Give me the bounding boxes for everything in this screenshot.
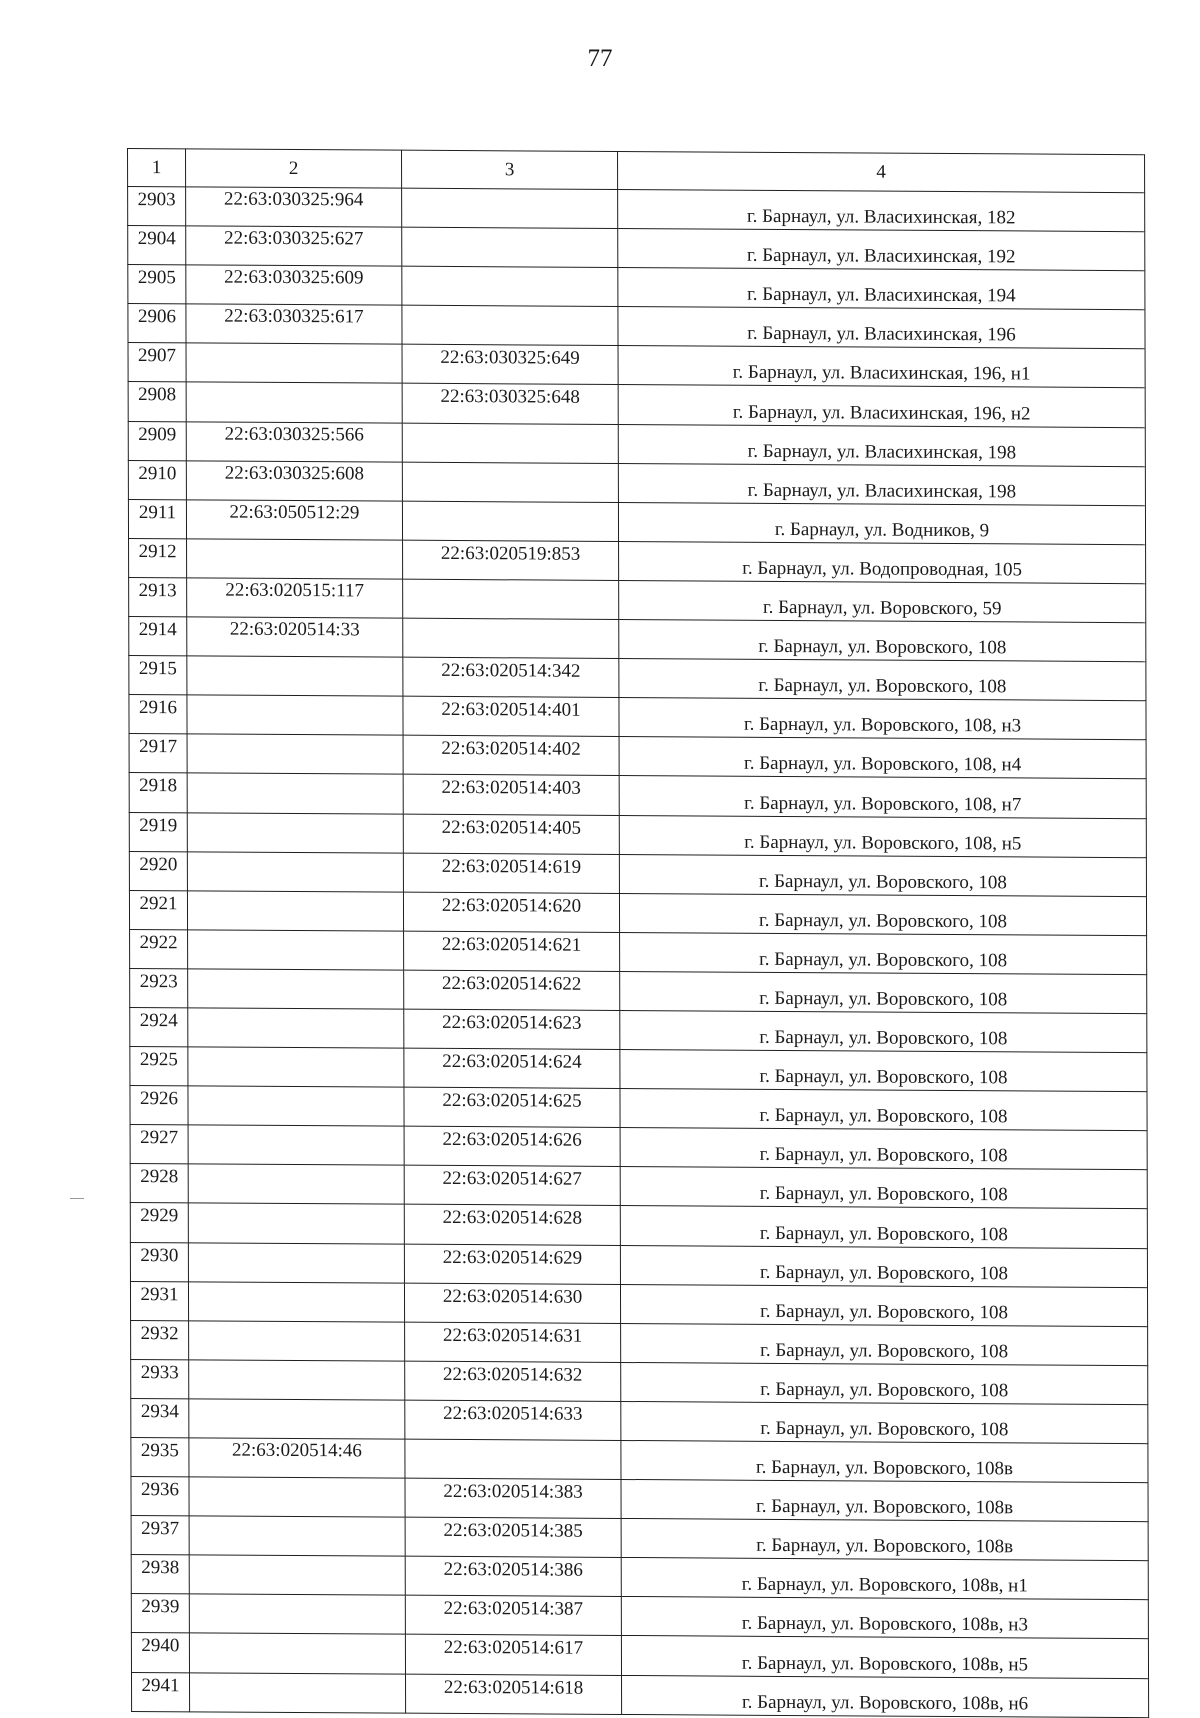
- address-cell: г. Барнаул, ул. Водников, 9: [618, 502, 1145, 544]
- building-cadastral-number-cell: 22:63:020514:342: [403, 657, 619, 697]
- table-row: [130, 1007, 1147, 1052]
- address-cell: г. Барнаул, ул. Власихинская, 194: [618, 268, 1145, 310]
- address-cell: г. Барнаул, ул. Воровского, 108: [619, 893, 1146, 935]
- address-cell: г. Барнаул, ул. Воровского, 59: [619, 580, 1146, 622]
- row-number-cell: 2938: [131, 1555, 189, 1594]
- building-cadastral-number-cell: 22:63:020514:625: [404, 1087, 620, 1127]
- row-number-cell: 2908: [128, 382, 186, 421]
- table-header-row: [128, 149, 1145, 193]
- address-cell: г. Барнаул, ул. Власихинская, 182: [618, 189, 1145, 231]
- row-number-cell: 2907: [128, 343, 186, 382]
- row-number-cell: 2916: [129, 695, 187, 734]
- land-cadastral-number-cell: [189, 1360, 405, 1400]
- row-number-cell: 2917: [129, 734, 187, 773]
- building-cadastral-number-cell: [402, 305, 618, 345]
- land-cadastral-number-cell: 22:63:050512:29: [186, 500, 402, 540]
- address-cell: г. Барнаул, ул. Воровского, 108в: [621, 1519, 1148, 1561]
- margin-mark: [70, 1198, 84, 1199]
- row-number-cell: 2920: [129, 851, 187, 890]
- land-cadastral-number-cell: [188, 1125, 404, 1165]
- address-cell: г. Барнаул, ул. Воровского, 108: [619, 659, 1146, 701]
- table-row: [130, 1164, 1147, 1209]
- address-cell: г. Барнаул, ул. Воровского, 108: [619, 854, 1146, 896]
- row-number-cell: 2918: [129, 773, 187, 812]
- address-cell: г. Барнаул, ул. Воровского, 108, н3: [619, 698, 1146, 740]
- row-number-cell: 2903: [128, 187, 186, 226]
- table-row: [128, 382, 1145, 427]
- address-cell: г. Барнаул, ул. Власихинская, 192: [618, 229, 1145, 271]
- table-row: [129, 734, 1146, 779]
- address-cell: г. Барнаул, ул. Власихинская, 196: [618, 307, 1145, 349]
- row-number-cell: 2932: [131, 1320, 189, 1359]
- land-cadastral-number-cell: [188, 1242, 404, 1282]
- land-cadastral-number-cell: [189, 1672, 405, 1712]
- building-cadastral-number-cell: 22:63:020514:631: [405, 1322, 621, 1362]
- row-number-cell: 2912: [129, 538, 187, 577]
- table-row: [131, 1633, 1148, 1678]
- row-number-cell: 2919: [129, 812, 187, 851]
- row-number-cell: 2937: [131, 1516, 189, 1555]
- table-row: [131, 1516, 1148, 1561]
- address-cell: г. Барнаул, ул. Воровского, 108, н5: [619, 815, 1146, 857]
- table-row: [128, 304, 1145, 349]
- row-number-cell: 2910: [128, 460, 186, 499]
- land-cadastral-number-cell: 22:63:020515:117: [187, 578, 403, 618]
- building-cadastral-number-cell: 22:63:020514:626: [404, 1126, 620, 1166]
- row-number-cell: 2928: [130, 1164, 188, 1203]
- building-cadastral-number-cell: 22:63:020514:620: [403, 892, 619, 932]
- address-cell: г. Барнаул, ул. Власихинская, 196, н2: [618, 385, 1145, 427]
- address-cell: г. Барнаул, ул. Воровского, 108: [621, 1401, 1148, 1443]
- address-cell: г. Барнаул, ул. Воровского, 108: [619, 620, 1146, 662]
- building-cadastral-number-cell: 22:63:020514:628: [404, 1205, 620, 1245]
- building-cadastral-number-cell: [402, 266, 618, 306]
- table-row: [130, 1086, 1147, 1131]
- row-number-cell: 2933: [131, 1359, 189, 1398]
- table-row: [128, 499, 1145, 544]
- row-number-cell: 2924: [130, 1007, 188, 1046]
- column-header-2: 2: [186, 149, 402, 188]
- building-cadastral-number-cell: [405, 1439, 621, 1479]
- row-number-cell: 2923: [130, 968, 188, 1007]
- building-cadastral-number-cell: 22:63:020514:386: [405, 1556, 621, 1596]
- table-row: [131, 1359, 1148, 1404]
- building-cadastral-number-cell: 22:63:020514:624: [404, 1048, 620, 1088]
- table-row: [130, 1242, 1147, 1287]
- page-number: 77: [587, 45, 613, 72]
- land-cadastral-number-cell: [186, 343, 402, 383]
- land-cadastral-number-cell: [187, 851, 403, 891]
- building-cadastral-number-cell: 22:63:020514:617: [405, 1635, 621, 1675]
- building-cadastral-number-cell: 22:63:030325:649: [402, 345, 618, 385]
- column-header-1: 1: [128, 149, 186, 187]
- address-cell: г. Барнаул, ул. Воровского, 108в: [621, 1440, 1148, 1482]
- table-row: [129, 656, 1146, 701]
- land-cadastral-number-cell: [187, 812, 403, 852]
- address-cell: г. Барнаул, ул. Воровского, 108, н4: [619, 737, 1146, 779]
- building-cadastral-number-cell: [402, 188, 618, 228]
- row-number-cell: 2926: [130, 1086, 188, 1125]
- table-row: [128, 343, 1145, 388]
- land-cadastral-number-cell: [188, 1203, 404, 1243]
- table-row: [129, 538, 1146, 583]
- column-header-3: 3: [402, 150, 618, 189]
- building-cadastral-number-cell: 22:63:020514:629: [404, 1244, 620, 1284]
- building-cadastral-number-cell: [402, 227, 618, 267]
- row-number-cell: 2921: [129, 890, 187, 929]
- address-cell: г. Барнаул, ул. Воровского, 108: [620, 1284, 1147, 1326]
- row-number-cell: 2931: [130, 1281, 188, 1320]
- table-row: [130, 1203, 1147, 1248]
- land-cadastral-number-cell: [187, 773, 403, 813]
- address-cell: г. Барнаул, ул. Воровского, 108: [620, 1010, 1147, 1052]
- row-number-cell: 2914: [129, 617, 187, 656]
- building-cadastral-number-cell: 22:63:020514:402: [403, 735, 619, 775]
- property-table: [127, 148, 1149, 1718]
- table-header: [128, 149, 1145, 193]
- land-cadastral-number-cell: 22:63:030325:609: [186, 265, 402, 305]
- building-cadastral-number-cell: 22:63:020514:385: [405, 1517, 621, 1557]
- row-number-cell: 2911: [128, 499, 186, 538]
- building-cadastral-number-cell: 22:63:020514:622: [404, 970, 620, 1010]
- address-cell: г. Барнаул, ул. Воровского, 108: [620, 1128, 1147, 1170]
- table-row: [129, 577, 1146, 622]
- table-row: [130, 929, 1147, 974]
- building-cadastral-number-cell: 22:63:020514:632: [405, 1361, 621, 1401]
- address-cell: г. Барнаул, ул. Воровского, 108: [620, 1167, 1147, 1209]
- address-cell: г. Барнаул, ул. Воровского, 108: [620, 1245, 1147, 1287]
- row-number-cell: 2935: [131, 1437, 189, 1476]
- land-cadastral-number-cell: 22:63:030325:964: [186, 187, 402, 227]
- table-row: [129, 773, 1146, 818]
- row-number-cell: 2925: [130, 1047, 188, 1086]
- building-cadastral-number-cell: 22:63:020514:633: [405, 1400, 621, 1440]
- building-cadastral-number-cell: 22:63:020514:630: [404, 1283, 620, 1323]
- address-cell: г. Барнаул, ул. Власихинская, 196, н1: [618, 346, 1145, 388]
- row-number-cell: 2909: [128, 421, 186, 460]
- address-cell: г. Барнаул, ул. Воровского, 108в, н1: [621, 1558, 1148, 1600]
- address-cell: г. Барнаул, ул. Воровского, 108: [620, 1050, 1147, 1092]
- table-body: [128, 187, 1149, 1718]
- building-cadastral-number-cell: [402, 423, 618, 463]
- land-cadastral-number-cell: [189, 1633, 405, 1673]
- address-cell: г. Барнаул, ул. Власихинская, 198: [618, 424, 1145, 466]
- row-number-cell: 2922: [130, 929, 188, 968]
- land-cadastral-number-cell: [188, 1047, 404, 1087]
- table-row: [131, 1437, 1148, 1482]
- table-row: [131, 1672, 1148, 1717]
- building-cadastral-number-cell: [403, 579, 619, 619]
- land-cadastral-number-cell: [189, 1477, 405, 1517]
- land-cadastral-number-cell: [187, 891, 403, 931]
- building-cadastral-number-cell: [402, 501, 618, 541]
- row-number-cell: 2934: [131, 1398, 189, 1437]
- row-number-cell: 2905: [128, 265, 186, 304]
- building-cadastral-number-cell: 22:63:030325:648: [402, 384, 618, 424]
- address-cell: г. Барнаул, ул. Воровского, 108: [620, 1206, 1147, 1248]
- address-cell: г. Барнаул, ул. Воровского, 108: [620, 1089, 1147, 1131]
- row-number-cell: 2927: [130, 1125, 188, 1164]
- land-cadastral-number-cell: [188, 1164, 404, 1204]
- land-cadastral-number-cell: [188, 930, 404, 970]
- building-cadastral-number-cell: 22:63:020514:621: [404, 931, 620, 971]
- table-row: [128, 226, 1145, 271]
- row-number-cell: 2936: [131, 1477, 189, 1516]
- table-row: [128, 460, 1145, 505]
- table-row: [128, 187, 1145, 232]
- column-header-4: 4: [618, 151, 1145, 192]
- row-number-cell: 2940: [131, 1633, 189, 1672]
- table-row: [131, 1320, 1148, 1365]
- land-cadastral-number-cell: 22:63:030325:627: [186, 226, 402, 266]
- row-number-cell: 2904: [128, 226, 186, 265]
- land-cadastral-number-cell: [189, 1555, 405, 1595]
- table-row: [129, 851, 1146, 896]
- row-number-cell: 2929: [130, 1203, 188, 1242]
- address-cell: г. Барнаул, ул. Воровского, 108в, н3: [621, 1597, 1148, 1639]
- land-cadastral-number-cell: [189, 1516, 405, 1556]
- building-cadastral-number-cell: 22:63:020514:627: [404, 1166, 620, 1206]
- address-cell: г. Барнаул, ул. Воровского, 108: [620, 971, 1147, 1013]
- building-cadastral-number-cell: [403, 618, 619, 658]
- land-cadastral-number-cell: [186, 382, 402, 422]
- address-cell: г. Барнаул, ул. Воровского, 108: [621, 1362, 1148, 1404]
- row-number-cell: 2939: [131, 1594, 189, 1633]
- land-cadastral-number-cell: [187, 656, 403, 696]
- land-cadastral-number-cell: [187, 539, 403, 579]
- table-row: [129, 812, 1146, 857]
- land-cadastral-number-cell: 22:63:020514:46: [189, 1438, 405, 1478]
- table-row: [130, 1125, 1147, 1170]
- address-cell: г. Барнаул, ул. Водопроводная, 105: [619, 541, 1146, 583]
- table-row: [129, 617, 1146, 662]
- table-row: [128, 265, 1145, 310]
- address-cell: г. Барнаул, ул. Воровского, 108, н7: [619, 776, 1146, 818]
- table-row: [130, 1281, 1147, 1326]
- building-cadastral-number-cell: 22:63:020519:853: [403, 540, 619, 580]
- address-cell: г. Барнаул, ул. Воровского, 108: [620, 932, 1147, 974]
- row-number-cell: 2930: [130, 1242, 188, 1281]
- land-cadastral-number-cell: 22:63:020514:33: [187, 617, 403, 657]
- address-cell: г. Барнаул, ул. Воровского, 108в, н6: [622, 1675, 1149, 1717]
- address-cell: г. Барнаул, ул. Воровского, 108в, н5: [621, 1636, 1148, 1678]
- land-cadastral-number-cell: 22:63:030325:566: [186, 421, 402, 461]
- land-cadastral-number-cell: [189, 1399, 405, 1439]
- table-row: [130, 1047, 1147, 1092]
- table-row: [131, 1555, 1148, 1600]
- table-row: [131, 1594, 1148, 1639]
- table-row: [128, 421, 1145, 466]
- row-number-cell: 2915: [129, 656, 187, 695]
- row-number-cell: 2941: [131, 1672, 189, 1711]
- row-number-cell: 2906: [128, 304, 186, 343]
- land-cadastral-number-cell: [188, 1086, 404, 1126]
- building-cadastral-number-cell: 22:63:020514:387: [405, 1596, 621, 1636]
- table-row: [129, 695, 1146, 740]
- land-cadastral-number-cell: 22:63:030325:617: [186, 304, 402, 344]
- address-cell: г. Барнаул, ул. Воровского, 108: [621, 1323, 1148, 1365]
- land-cadastral-number-cell: [189, 1321, 405, 1361]
- land-cadastral-number-cell: [187, 734, 403, 774]
- table-row: [131, 1398, 1148, 1443]
- table-row: [130, 968, 1147, 1013]
- building-cadastral-number-cell: 22:63:020514:401: [403, 696, 619, 736]
- building-cadastral-number-cell: [402, 462, 618, 502]
- address-cell: г. Барнаул, ул. Власихинская, 198: [618, 463, 1145, 505]
- building-cadastral-number-cell: 22:63:020514:403: [403, 775, 619, 815]
- building-cadastral-number-cell: 22:63:020514:623: [404, 1009, 620, 1049]
- building-cadastral-number-cell: 22:63:020514:383: [405, 1478, 621, 1518]
- row-number-cell: 2913: [129, 577, 187, 616]
- building-cadastral-number-cell: 22:63:020514:618: [405, 1674, 621, 1714]
- land-cadastral-number-cell: [187, 695, 403, 735]
- address-cell: г. Барнаул, ул. Воровского, 108в: [621, 1480, 1148, 1522]
- table-row: [129, 890, 1146, 935]
- building-cadastral-number-cell: 22:63:020514:405: [403, 814, 619, 854]
- land-cadastral-number-cell: [188, 1008, 404, 1048]
- building-cadastral-number-cell: 22:63:020514:619: [403, 853, 619, 893]
- land-cadastral-number-cell: 22:63:030325:608: [186, 461, 402, 501]
- land-cadastral-number-cell: [188, 1281, 404, 1321]
- land-cadastral-number-cell: [188, 969, 404, 1009]
- table-row: [131, 1477, 1148, 1522]
- land-cadastral-number-cell: [189, 1594, 405, 1634]
